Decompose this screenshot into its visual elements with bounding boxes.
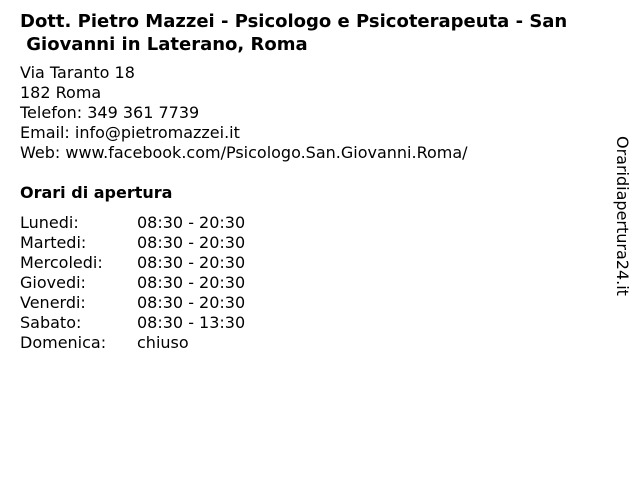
hours-row-thursday: [20, 273, 245, 293]
time-range: chiuso: [137, 333, 189, 352]
time-range: 08:30 - 20:30: [137, 273, 246, 292]
city: 182 Roma: [20, 83, 102, 102]
title-line-2: Giovanni in Laterano, Roma: [20, 34, 308, 55]
contact-info: [20, 63, 468, 163]
street-address: Via Taranto 18: [20, 63, 135, 82]
time-range: 08:30 - 20:30: [137, 253, 246, 272]
email: Email: info@pietromazzei.it: [20, 123, 240, 142]
phone: Telefon: 349 361 7739: [20, 103, 200, 122]
day-label: Venerdi:: [20, 293, 86, 312]
time-range: 08:30 - 20:30: [137, 213, 246, 232]
hours-row-monday: [20, 213, 245, 233]
time-range: 08:30 - 20:30: [137, 233, 246, 252]
hours-row-friday: [20, 293, 245, 313]
hours-row-saturday: [20, 313, 245, 333]
time-range: 08:30 - 13:30: [137, 313, 246, 332]
site-watermark: Oraridiapertura24.it: [613, 136, 632, 296]
day-label: Martedi:: [20, 233, 87, 252]
day-label: Lunedi:: [20, 213, 79, 232]
day-label: Mercoledi:: [20, 253, 103, 272]
hours-row-wednesday: [20, 253, 245, 273]
day-label: Sabato:: [20, 313, 82, 332]
website: Web: www.facebook.com/Psicologo.San.Giovanni.Roma/: [20, 143, 468, 162]
title-line-1: Dott. Pietro Mazzei - Psicologo e Psicoterapeuta - San: [20, 11, 568, 32]
page-title: [20, 10, 620, 56]
opening-hours-table: [20, 213, 245, 353]
time-range: 08:30 - 20:30: [137, 293, 246, 312]
opening-hours-heading: Orari di apertura: [20, 183, 173, 202]
day-label: Domenica:: [20, 333, 107, 352]
hours-row-tuesday: [20, 233, 245, 253]
hours-row-sunday: [20, 333, 245, 353]
day-label: Giovedi:: [20, 273, 86, 292]
